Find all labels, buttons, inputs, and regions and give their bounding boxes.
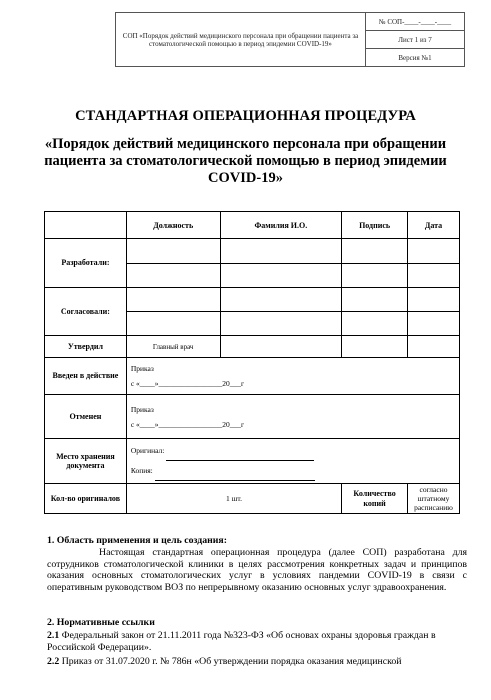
agreed-name-2[interactable] [220, 312, 342, 336]
section1-text: Настоящая стандартная операционная процедура (далее СОП) разработана для сотрудников стоматологической клиники в целях рассмотрения конкретных задач и принципов оказания основных стоматологических услуг в условиях пандемии COVID-19 в связи с оперативным руководством ВОЗ по непрерывному оказанию основных услуг здравоохранения. [47, 547, 467, 593]
header-number: № СОП-____-____-____ [366, 13, 465, 31]
storage-copy-line[interactable] [155, 461, 315, 481]
storage-copy-label: Копия: [130, 466, 153, 475]
col-signature: Подпись [342, 212, 408, 239]
developed-signature-1[interactable] [342, 239, 408, 264]
header-title: СОП «Порядок действий медицинского персонала при обращении пациента за стоматологической помощью в период эпидемии COVID-19» [116, 13, 366, 67]
originals-count-label: Кол-во оригиналов [45, 484, 127, 514]
developed-label: Разработали: [45, 239, 127, 288]
developed-date-2[interactable] [408, 264, 460, 288]
storage-label: Место хранения документа [45, 439, 127, 484]
agreed-position-2[interactable] [126, 312, 220, 336]
agreed-date-1[interactable] [408, 288, 460, 312]
developed-name-1[interactable] [220, 239, 342, 264]
storage-original-label: Оригинал: [130, 446, 165, 455]
introduced-label: Введен в действие [45, 358, 127, 395]
developed-position-1[interactable] [126, 239, 220, 264]
section2-item2-num: 2.2 [47, 656, 60, 667]
cancelled-label: Отменен [45, 395, 127, 439]
developed-name-2[interactable] [220, 264, 342, 288]
header-version: Версия №1 [366, 49, 465, 67]
section2-item2-text: Приказ от 31.07.2020 г. № 786н «Об утверждении порядка оказания медицинской [59, 656, 402, 667]
section1-heading: 1. Область применения и цель создания: [47, 535, 227, 546]
section2-item1-num: 2.1 [47, 630, 60, 641]
cancelled-order-cell [126, 395, 459, 439]
document-header [115, 12, 465, 67]
approved-position: Главный врач [126, 336, 220, 358]
storage-cell [126, 439, 459, 484]
approval-table [44, 211, 460, 514]
cancelled-order-label: Приказ [130, 404, 154, 414]
approved-date[interactable] [408, 336, 460, 358]
introduced-order-label: Приказ [130, 364, 154, 373]
storage-original-line[interactable] [166, 441, 314, 461]
agreed-position-1[interactable] [126, 288, 220, 312]
introduced-date-line: с «____»_________________20___г [130, 379, 245, 388]
introduced-order-cell [126, 358, 459, 395]
section2-item1-text: Федеральный закон от 21.11.2011 года №323-ФЗ «Об основах охраны здоровья граждан в Российской Федерации». [47, 630, 436, 653]
col-date: Дата [408, 212, 460, 239]
cancelled-date-line: с «____»_________________20___г [130, 419, 245, 429]
copies-value: согласно штатному расписанию [408, 484, 460, 514]
approved-label: Утвердил [45, 336, 127, 358]
approved-name[interactable] [220, 336, 342, 358]
document-subtitle: «Порядок действий медицинского персонала при обращении пациента за стоматологической помощью в период эпидемии COVID-19» [44, 136, 447, 186]
section2-heading: 2. Нормативные ссылки [47, 617, 155, 628]
agreed-label: Согласовали: [45, 288, 127, 336]
document-title: СТАНДАРТНАЯ ОПЕРАЦИОННАЯ ПРОЦЕДУРА [75, 108, 416, 124]
developed-date-1[interactable] [408, 239, 460, 264]
developed-position-2[interactable] [126, 264, 220, 288]
originals-count: 1 шт. [126, 484, 341, 514]
agreed-signature-1[interactable] [342, 288, 408, 312]
copies-label: Количество копий [342, 484, 408, 514]
section2-item2 [47, 656, 467, 668]
section2-item1 [47, 630, 467, 653]
approved-signature[interactable] [342, 336, 408, 358]
col-position: Должность [126, 212, 220, 239]
agreed-date-2[interactable] [408, 312, 460, 336]
agreed-signature-2[interactable] [342, 312, 408, 336]
developed-signature-2[interactable] [342, 264, 408, 288]
corner-cell [45, 212, 127, 239]
agreed-name-1[interactable] [220, 288, 342, 312]
header-sheet: Лист 1 из 7 [366, 31, 465, 49]
col-name: Фамилия И.О. [220, 212, 342, 239]
